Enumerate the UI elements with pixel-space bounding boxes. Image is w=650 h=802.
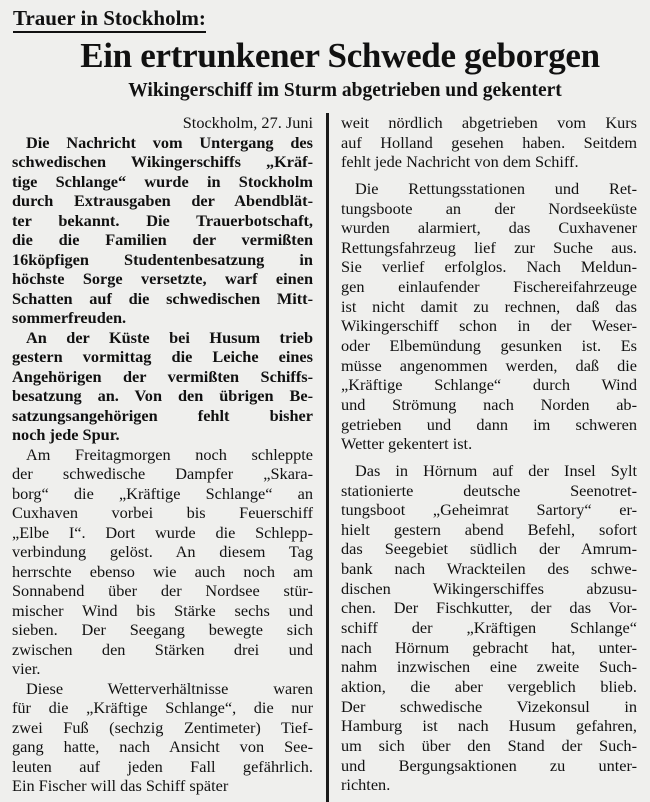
article-paragraph (12, 133, 313, 328)
text-line: zwischen den Stärken drei und (12, 639, 313, 659)
article-paragraph (341, 113, 637, 172)
text-line: Am Freitagmorgen noch schleppte (26, 444, 313, 464)
kicker-heading: Trauer in Stockholm: (13, 6, 206, 33)
article-paragraph (341, 179, 637, 454)
text-line: satzungsangehörigen fehlt bisher (12, 405, 313, 425)
article-column-left (12, 113, 313, 796)
text-line: Ein Fischer will das Schiff später (12, 776, 229, 795)
text-line: die die Familien der vermißten (12, 230, 313, 249)
text-line: leuten auf jeden Fall gefährlich. (12, 756, 313, 776)
text-line: richten. (341, 775, 391, 795)
text-line: weit nördlich abgetrieben vom Kurs (341, 113, 637, 132)
text-line: gang hatte, nach Ansicht von See- (12, 737, 313, 756)
text-line: verbindung gelöst. An diesem Tag (12, 542, 313, 561)
text-line: tungsboote an der Nordseeküste (341, 198, 637, 218)
text-line: und Strömung nach Norden ab- (341, 394, 637, 414)
text-line: chen. Der Fischkutter, der das Vor- (341, 598, 637, 618)
text-line: Cuxhaven vorbei bis Feuerschiff (12, 503, 313, 522)
text-line: tige Schlange“ wurde in Stockholm (12, 171, 313, 191)
text-line: Diese Wetterverhältnisse waren (26, 678, 313, 698)
text-line: durch Extrausgaben der Abendblät- (12, 191, 313, 210)
text-line: Der schwedische Vizekonsul in (341, 696, 637, 716)
text-line: nahm inzwischen eine zweite Such- (341, 657, 637, 677)
article-paragraph (341, 461, 637, 795)
text-line: Die Rettungsstationen und Ret- (355, 178, 637, 198)
text-line: ter bekannt. Die Trauerbotschaft, (12, 210, 313, 230)
text-line: aktion, die aber vergeblich blieb. (341, 676, 637, 696)
text-line: getrieben und dann im schweren (341, 414, 637, 434)
text-line: stationierte deutsche Seenotret- (341, 480, 637, 500)
text-line: mischer Wind bis Stärke sechs und (12, 600, 313, 620)
text-line: der schwedische Dampfer „Skara- (12, 464, 313, 483)
text-line: Die Nachricht vom Untergang des (26, 132, 313, 152)
text-line: Sie verlief erfolglos. Nach Meldun- (341, 257, 637, 277)
headline: Ein ertrunkener Schwede geborgen (80, 36, 600, 75)
text-line: Wetter gekentert ist. (341, 434, 473, 454)
text-line: schwedischen Wikingerschiffs „Kräf- (12, 152, 313, 171)
text-line: An der Küste bei Husum trieb (26, 327, 313, 347)
text-line: das Seegebiet südlich der Amrum- (341, 539, 637, 559)
text-line: sieben. Der Seegang bewegte sich (12, 620, 313, 639)
text-line: Sonnabend über der Nordsee stür- (12, 581, 313, 600)
text-line: dischen Wikingerschiffes abzusu- (341, 578, 637, 598)
text-line: sommerfreuden. (12, 308, 127, 327)
dateline: Stockholm, 27. Juni (182, 113, 313, 132)
subheadline: Wikingerschiff im Sturm abgetrieben und gekentert (128, 80, 562, 101)
text-line: Das in Hörnum auf der Insel Sylt (355, 460, 637, 480)
text-line: vier. (12, 659, 41, 678)
text-line: besatzung an. Von den übrigen Be- (12, 386, 313, 405)
text-line: Hamburg ist nach Husum gefahren, (341, 716, 637, 736)
text-line: bank nach Wrackteilen des schwe- (341, 559, 637, 579)
text-line: für die „Kräftige Schlange“, die nur (12, 698, 313, 717)
text-line: müsse angenommen werden, daß die (341, 355, 637, 375)
text-line: herrschte ebenso wie auch noch am (12, 561, 313, 581)
text-line: gestern vormittag die Leiche eines (12, 347, 313, 366)
text-line: auf Holland gesehen haben. Seitdem (341, 132, 637, 152)
article-paragraph (12, 679, 313, 796)
text-line: 16köpfigen Studentenbesatzung in (12, 249, 313, 269)
text-line: hielt gestern abend Befehl, sofort (341, 519, 637, 539)
article-paragraph (12, 445, 313, 679)
text-line: und Bergungsaktionen zu unter- (341, 755, 637, 775)
text-line: zwei Fuß (sechzig Zentimeter) Tief- (12, 717, 313, 737)
text-line: höchste Sorge versetzte, warf einen (12, 269, 313, 288)
text-line: gen einlaufender Fischereifahrzeuge (341, 277, 637, 297)
text-line: oder Elbemündung gesunken ist. Es (341, 336, 637, 356)
column-divider (326, 113, 329, 802)
text-line: wurden alarmiert, das Cuxhavener (341, 218, 637, 238)
text-line: tungsboot „Geheimrat Sartory“ er- (341, 500, 637, 520)
article-column-right (341, 113, 637, 795)
text-line: borg“ die „Kräftige Schlange“ an (12, 483, 313, 503)
text-line: Angehörigen der vermißten Schiffs- (12, 366, 313, 386)
text-line: Rettungsfahrzeug lief zur Suche aus. (341, 237, 637, 257)
text-line: Wikingerschiff schon in der Weser- (341, 316, 637, 336)
text-line: ist nicht damit zu rechnen, daß das (341, 296, 637, 316)
text-line: noch jede Spur. (12, 425, 120, 444)
text-line: nach Hörnum gebracht hat, unter- (341, 637, 637, 657)
text-line: „Elbe I“. Dort wurde die Schlepp- (12, 522, 313, 542)
text-line: fehlt jede Nachricht von dem Schiff. (341, 152, 579, 172)
text-line: um sich über den Stand der Such- (341, 735, 637, 755)
text-line: „Kräftige Schlange“ durch Wind (341, 375, 637, 395)
text-line: schiff der „Kräftigen Schlange“ (341, 618, 637, 638)
text-line: Schatten auf die schwedischen Mitt- (12, 288, 313, 308)
article-paragraph (12, 328, 313, 445)
